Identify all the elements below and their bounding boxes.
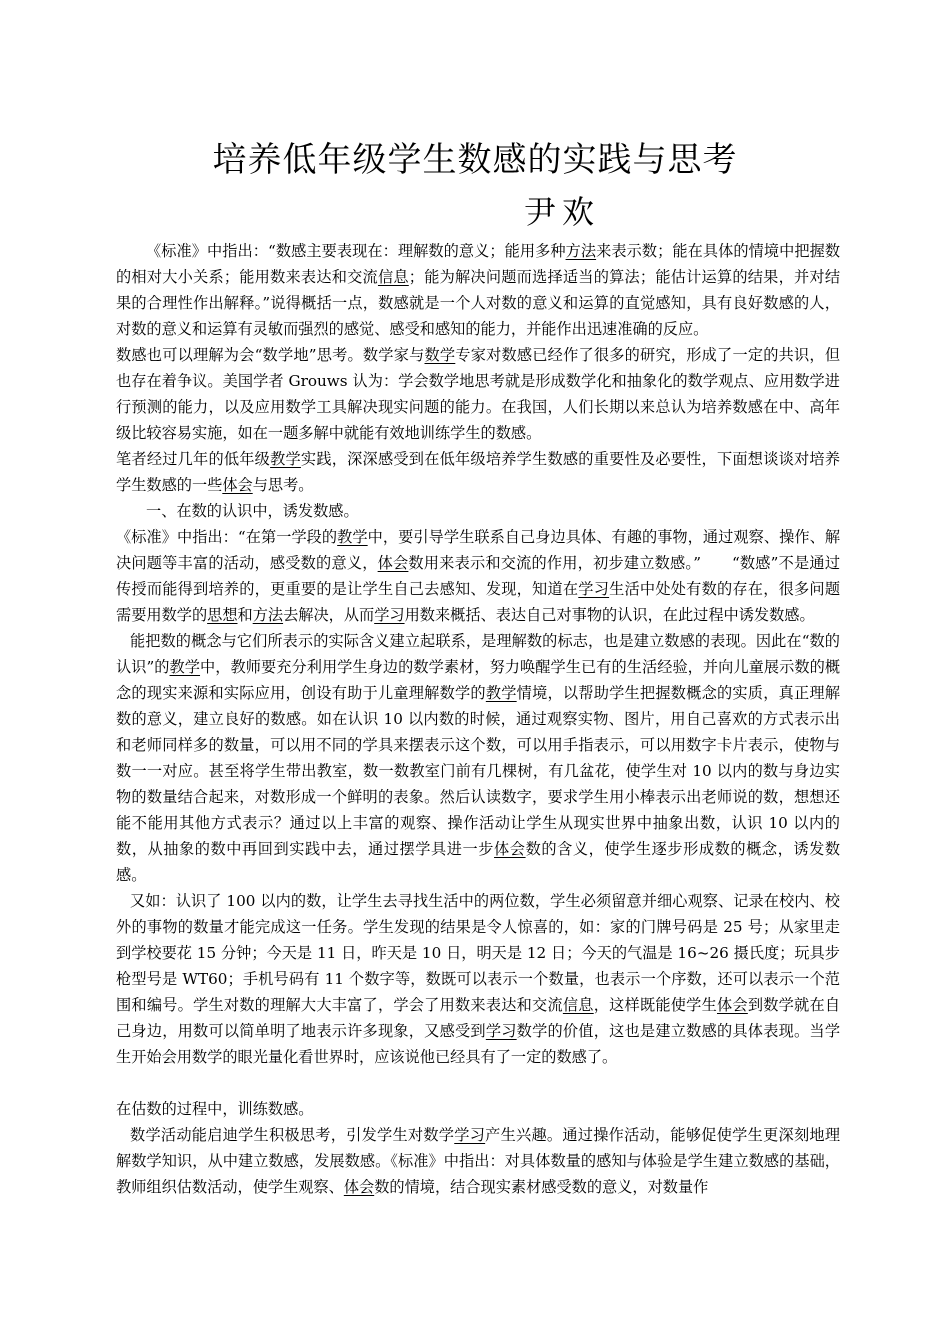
text-run: ，这样既能使学生 [593, 996, 717, 1014]
text-run: ；能为解决问题而选择适当的算法；能估计运算的结果，并对结果的合理性作出解释。”说得概括一点，数感就是一个人对数的意义和运算的直觉感知，具有良好数感的人，对数的意义和运算有灵敏而强烈的感觉、感受和感知的能力，并能作出迅速准确的反应。 [116, 268, 841, 338]
hyperlink-term[interactable]: 学习 [454, 1126, 486, 1144]
body-paragraph [116, 1122, 840, 1200]
text-run: 笔者经过几年的低年级 [116, 450, 271, 468]
hyperlink-term[interactable]: 体会 [494, 840, 526, 858]
text-run: 与思考。 [252, 476, 314, 494]
body-paragraph [116, 446, 840, 498]
text-run: 能把数的概念与它们所表示的实际含义建立起联系，是理解数的标志，也是建立数感的表现。因此在“数的认识”的 [116, 632, 840, 676]
text-run: 《标准》中指出：“在第一学段的 [116, 528, 338, 546]
hyperlink-term[interactable]: 教学 [337, 528, 368, 546]
text-run: 实践，深深感受到在低年级培养学生数感的重要性及必要性，下面想谈谈对培养学生数感的一些 [116, 450, 841, 494]
text-run: 数学的价值，这也是建立数感的具体表现。当学生开始会用数学的眼光量化看世界时，应该说他已经具有了一定的数感了。 [116, 1022, 841, 1066]
text-run: 来表示数；能在具体的情境中把握数的相对大小关系；能用数来表达和交流 [116, 242, 841, 286]
text-run: 中，要引导学生联系自己身边具体、有趣的事物，通过观察、操作、解决问题等丰富的活动，感受数的意义， [116, 528, 841, 572]
hyperlink-term[interactable]: 体会 [716, 996, 748, 1014]
text-run: 数感也可以理解为会“数学地”思考。数学家与 [116, 346, 425, 364]
text-run: 到数学就在自己身边，用数可以简单明了地表示许多现象，又感受到 [116, 996, 841, 1040]
body-paragraph [116, 342, 840, 446]
text-run: 《标准》中指出：“数感主要表现在：理解数的意义；能用多种 [146, 242, 566, 260]
text-run: 数用来表示和交流的作用，初步建立数感。” “数感”不是通过传授而能得到培养的，更重要的是让学生自己去感知、发现，知道在 [116, 554, 841, 598]
text-run: 产生兴趣。通过操作活动，能够促使学生更深刻地理解数学知识，从中建立数感，发展数感。《标准》中指出：对具体数量的感知与体验是学生建立数感的基础，教师组织估数活动，使学生观察、 [116, 1126, 841, 1196]
text-run: 情境，以帮助学生把握数概念的实质，真正理解数的意义，建立良好的数感。如在认识 10 以内数的时候，通过观察实物、图片，用自己喜欢的方式表示出和老师同样多的数量，可以用不同的学具来摆表示这个数，可以用手指表示，可以用数字卡片表示，使物与数一一对应。甚至将学生带出教室，数一数教室门前有几棵树，有几盆花，使学生对 10 以内的数与身边实物的数量结合起来，对数形成一个鲜明的表象。然后认读数字，要求学生用小棒表示出老师说的数，想想还能不能用其他方式表示？通过以上丰富的观察、操作活动让学生从现实世界中抽象出数，认识 10 以内的数，从抽象的数中再回到实践中去，通过摆学具进一步 [116, 684, 841, 858]
body-paragraph [116, 524, 840, 628]
hyperlink-term[interactable]: 方法 [565, 242, 597, 260]
text-run: 去解决，从而 [283, 606, 375, 624]
hyperlink-term[interactable]: 教学 [485, 684, 517, 702]
hyperlink-term[interactable]: 体会 [377, 554, 409, 572]
hyperlink-term[interactable]: 学习 [485, 1022, 517, 1040]
text-run: 用数来概括、表达自己对事物的认识，在此过程中诱发数感。 [404, 606, 815, 624]
text-run: 一、在数的认识中，诱发数感。 [146, 502, 359, 520]
hyperlink-term[interactable]: 学习 [578, 580, 610, 598]
hyperlink-term[interactable]: 体会 [343, 1178, 375, 1196]
text-run: 专家对数感已经作了很多的研究，形成了一定的共识，但也存在着争议。美国学者 Grouws 认为：学会数学地思考就是形成数学化和抽象化的数学观点、应用数学进行预测的能力，以及应用数学工具解决现实问题的能力。在我国，人们长期以来总认为培养数感在中、高年级比较容易实施，如在一题多解中就能有效地训练学生的数感。 [116, 346, 841, 442]
hyperlink-term[interactable]: 思想 [207, 606, 238, 624]
text-run: 在估数的过程中，训练数感。 [116, 1100, 314, 1118]
document-author: 尹欢 [524, 193, 601, 231]
body-paragraph [116, 238, 840, 342]
hyperlink-term[interactable]: 教学 [169, 658, 201, 676]
text-run: 数的情境，结合现实素材感受数的意义，对数量作 [374, 1178, 709, 1196]
body-paragraph [116, 498, 840, 524]
body-paragraph [116, 1096, 840, 1122]
text-run: 和 [237, 606, 253, 624]
hyperlink-term[interactable]: 方法 [252, 606, 284, 624]
hyperlink-term[interactable]: 信息 [377, 268, 409, 286]
hyperlink-term[interactable]: 数学 [424, 346, 456, 364]
hyperlink-term[interactable]: 信息 [562, 996, 594, 1014]
text-run: 生活中处处有数的存在，很多问题需要用数学的 [116, 580, 841, 624]
text-run: 数学活动能启迪学生积极思考，引发学生对数学 [130, 1126, 455, 1144]
body-paragraph [116, 628, 840, 888]
hyperlink-term[interactable]: 教学 [270, 450, 301, 468]
document-title: 培养低年级学生数感的实践与思考 [212, 140, 738, 180]
text-run: 又如：认识了 100 以内的数，让学生去寻找生活中的两位数，学生必须留意并细心观察、记录在校内、校外的事物的数量才能完成这一任务。学生发现的结果是令人惊喜的，如：家的门牌号码是 25 号；从家里走到学校要花 15 分钟；今天是 11 日，昨天是 10 日，明天是 12 日；今天的气温是 16~26 摄氏度；玩具步枪型号是 WT60；手机号码有 11 个数字等，数既可以表示一个数量，也表示一个序数，还可以表示一个范围和编号。学生对数的理解大大丰富了，学会了用数来表达和交流 [116, 892, 840, 1014]
hyperlink-term[interactable]: 学习 [374, 606, 405, 624]
document-body [116, 238, 840, 1200]
hyperlink-term[interactable]: 体会 [222, 476, 253, 494]
text-run: 数的含义，使学生逐步形成数的概念，诱发数感。 [116, 840, 841, 884]
body-paragraph [116, 888, 840, 1070]
text-run: 中，教师要充分利用学生身边的数学素材，努力唤醒学生已有的生活经验，并向儿童展示数的概念的现实来源和实际应用，创设有助于儿童理解数学的 [116, 658, 841, 702]
